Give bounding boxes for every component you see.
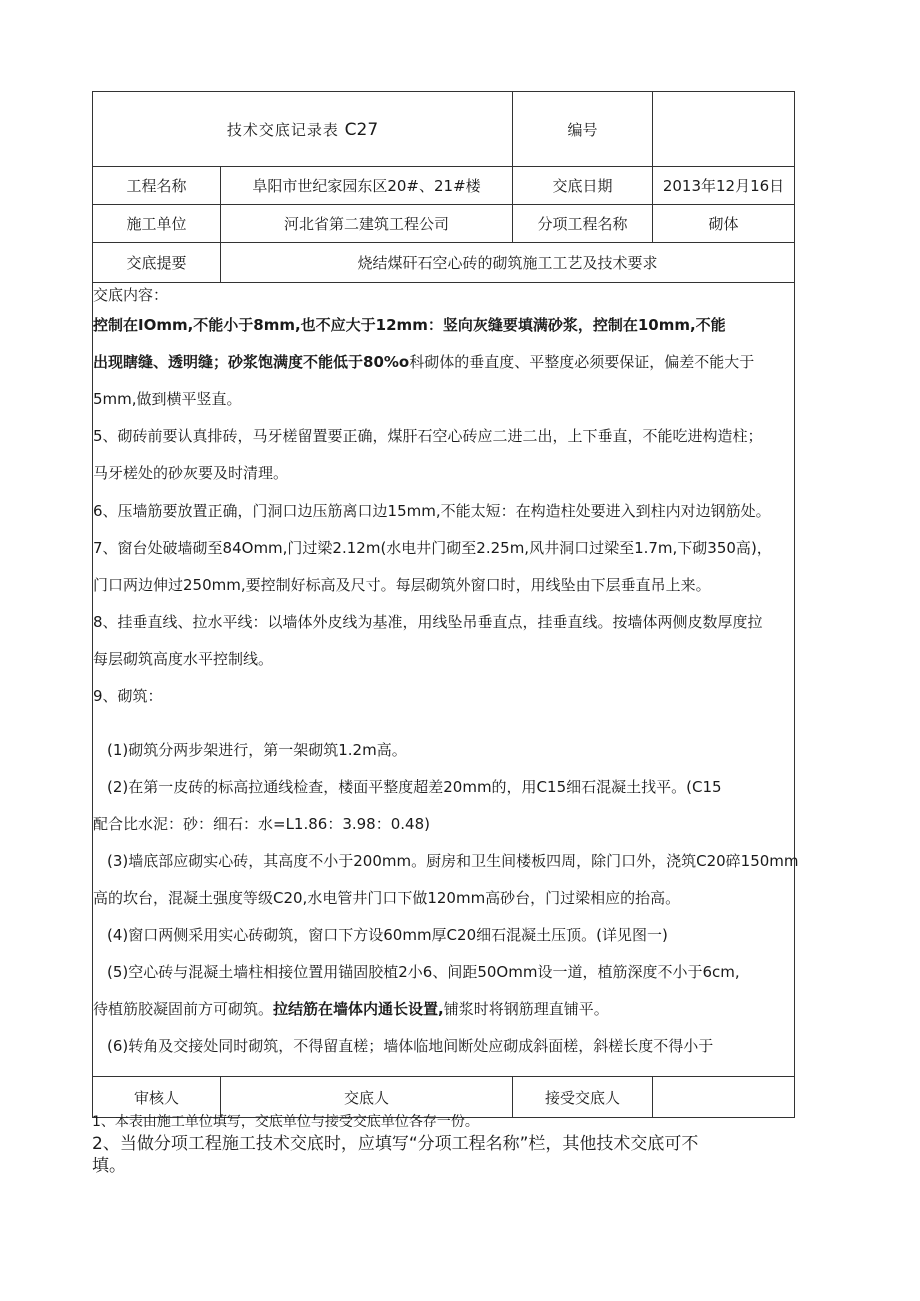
form-table (92, 91, 799, 1118)
number-label: 编号 (513, 92, 653, 167)
form-title-code: C27 (344, 119, 379, 140)
discloser-label: 交底人 (221, 1077, 513, 1118)
content-line: 门口两边伸过250mm,要控制好标高及尺寸。每层砌筑外窗口时，用线坠由下层垂直吊上来。 (93, 576, 711, 594)
disclosure-date-value[interactable]: 2013年12月16日 (653, 167, 795, 205)
content-line: 控制在IOmm,不能小于8mm,也不应大于12mm：竖向灰缝要填满砂浆，控制在10mm,不能 (93, 316, 726, 334)
content-line: 6、压墙筋要放置正确，门洞口边压筋离口边15mm,不能太短：在构造柱处要进入到柱内对边钢筋处。 (93, 502, 771, 520)
content-heading: 交底内容： (93, 286, 169, 304)
receiver-signature-field[interactable] (653, 1077, 795, 1118)
content-line: 高的坎台，混凝土强度等级C20,水电管井门口下做120mm高砂台，门过梁相应的抬高。 (93, 889, 681, 907)
form-notes (92, 1113, 812, 1177)
summary-label: 交底提要 (93, 243, 221, 283)
note-1: 1、本表由施工单位填写，交底单位与接受交底单位各存一份。 (92, 1114, 479, 1130)
content-line-bold: 拉结筋在墙体内通长设置, (273, 1000, 444, 1018)
content-line: 8、挂垂直线、拉水平线：以墙体外皮线为基准，用线坠吊垂直点，挂垂直线。按墙体两侧皮数厚度拉 (93, 613, 763, 631)
content-line: (4)窗口两侧采用实心砖砌筑，窗口下方设60mm厚C20细石混凝土压顶。(详见图一) (107, 926, 668, 944)
content-line-rest: 科砌体的垂直度、平整度必须要保证，偏差不能大于 (409, 353, 755, 371)
note-2-continued: 填。 (92, 1156, 126, 1176)
content-line: (1)砌筑分两步架进行，第一架砌筑1.2m高。 (107, 741, 407, 759)
sub-project-label: 分项工程名称 (513, 205, 653, 243)
content-line (93, 352, 794, 372)
content-line: 每层砌筑高度水平控制线。 (93, 650, 274, 668)
content-line: 9、砌筑： (93, 687, 163, 705)
sub-project-value[interactable]: 砌体 (653, 205, 795, 243)
content-line: (6)转角及交接处同时砌筑，不得留直槎；墙体临地间断处应砌成斜面槎，斜槎长度不得小于 (107, 1037, 714, 1055)
content-line: (5)空心砖与混凝土墙柱相接位置用锚固胶植2小6、间距50Omm设一道，植筋深度不小于6cm, (107, 963, 740, 981)
content-line: (2)在第一皮砖的标高拉通线检查，楼面平整度超差20mm的，用C15细石混凝土找平。(C15 (107, 778, 722, 796)
disclosure-content-cell (93, 283, 799, 1077)
note-2: 2、当做分项工程施工技术交底时，应填写“分项工程名称”栏，其他技术交底可不 (92, 1134, 699, 1154)
content-line: 5、砌砖前要认真排砖，马牙槎留置要正确，煤肝石空心砖应二进二出，上下垂直，不能吃进构造柱； (93, 427, 763, 445)
content-line-bold: 出现瞎缝、透明缝；砂浆饱满度不能低于80%o (93, 353, 410, 371)
content-line: 5mm,做到横平竖直。 (93, 390, 242, 408)
project-name-value[interactable]: 阜阳市世纪家园东区20#、21#楼 (221, 167, 513, 205)
content-line: (3)墙底部应砌实心砖，其高度不小于200mm。厨房和卫生间楼板四周，除门口外，浇筑C20碎150mm (107, 852, 799, 870)
receiver-label: 接受交底人 (513, 1077, 653, 1118)
content-line-rest: 铺浆时将钢筋理直铺平。 (443, 1000, 609, 1018)
technical-disclosure-form (92, 91, 799, 1118)
project-name-label: 工程名称 (93, 167, 221, 205)
number-field[interactable] (653, 92, 795, 167)
content-line-start: 待植筋胶凝固前方可砌筑。 (93, 1000, 274, 1018)
form-title-text: 技术交底记录表 (226, 120, 339, 139)
content-line: 7、窗台处破墙砌至84Omm,门过梁2.12m(水电井门砌至2.25m,风井洞口过梁至1.7m,下砌350高)， (93, 539, 772, 557)
disclosure-content (93, 283, 799, 1056)
content-line (93, 999, 794, 1019)
contractor-value[interactable]: 河北省第二建筑工程公司 (221, 205, 513, 243)
disclosure-date-label: 交底日期 (513, 167, 653, 205)
summary-value[interactable]: 烧结煤矸石空心砖的砌筑施工工艺及技术要求 (221, 243, 795, 283)
content-line: 马牙槎处的砂灰要及时清理。 (93, 464, 289, 482)
contractor-label: 施工单位 (93, 205, 221, 243)
reviewer-label: 审核人 (93, 1077, 221, 1118)
content-line: 配合比水泥：砂：细石：水=L1.86：3.98：0.48) (93, 815, 430, 833)
form-title (93, 92, 513, 167)
